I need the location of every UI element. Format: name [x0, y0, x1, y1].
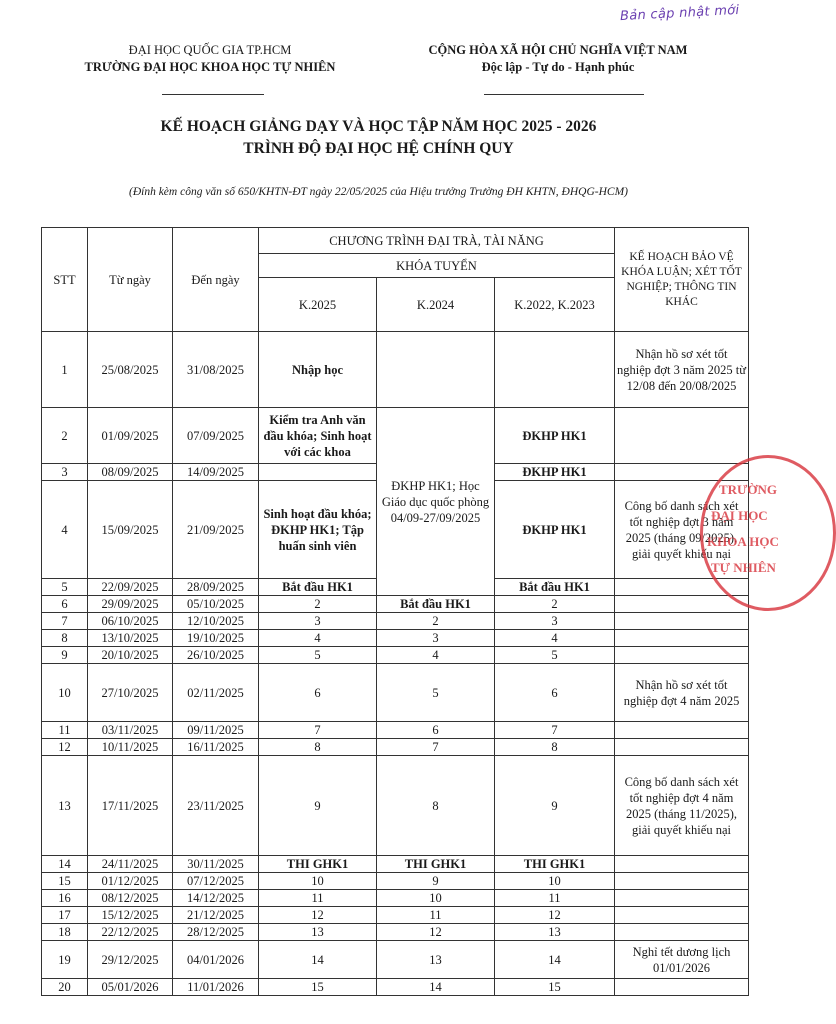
left-divider — [162, 94, 264, 95]
header-k2025: K.2025 — [259, 278, 377, 332]
cell-to: 23/11/2025 — [173, 756, 259, 856]
table-row — [42, 979, 749, 996]
cell-other — [615, 890, 749, 907]
cell-k2223: 10 — [495, 873, 615, 890]
cell-stt: 7 — [42, 613, 88, 630]
cell-from: 29/09/2025 — [88, 596, 173, 613]
cell-stt: 9 — [42, 647, 88, 664]
cell-k2223: ĐKHP HK1 — [495, 481, 615, 579]
cell-stt: 2 — [42, 408, 88, 464]
header-cohort-group: KHÓA TUYỂN — [259, 254, 615, 278]
cell-k2024: 4 — [377, 647, 495, 664]
table-row — [42, 924, 749, 941]
cell-from: 05/01/2026 — [88, 979, 173, 996]
cell-other — [615, 979, 749, 996]
cell-k2025: 12 — [259, 907, 377, 924]
cell-k2223 — [495, 332, 615, 408]
cell-k2025: 4 — [259, 630, 377, 647]
document-title: KẾ HOẠCH GIẢNG DẠY VÀ HỌC TẬP NĂM HỌC 2025 - 2026 — [160, 118, 597, 135]
table-row — [42, 907, 749, 924]
cell-stt: 19 — [42, 941, 88, 979]
table-row — [42, 630, 749, 647]
cell-k2223: 2 — [495, 596, 615, 613]
cell-stt: 5 — [42, 579, 88, 596]
cell-to: 21/12/2025 — [173, 907, 259, 924]
cell-from: 17/11/2025 — [88, 756, 173, 856]
cell-k2223: 11 — [495, 890, 615, 907]
university-name: ĐẠI HỌC QUỐC GIA TP.HCM — [128, 43, 292, 57]
cell-to: 28/09/2025 — [173, 579, 259, 596]
cell-k2025: Kiểm tra Anh văn đầu khóa; Sinh hoạt với các khoa — [259, 408, 377, 464]
cell-k2025: 3 — [259, 613, 377, 630]
national-header — [388, 42, 728, 76]
cell-stt: 1 — [42, 332, 88, 408]
table-row — [42, 756, 749, 856]
cell-k2025: 7 — [259, 722, 377, 739]
seal-text-1: TRƯỜNG — [719, 482, 778, 497]
cell-k2024: 2 — [377, 613, 495, 630]
cell-k2024: 14 — [377, 979, 495, 996]
cell-k2025: 10 — [259, 873, 377, 890]
cell-k2223: 6 — [495, 664, 615, 722]
issuer-header — [60, 42, 360, 76]
cell-other: Công bố danh sách xét tốt nghiệp đợt 3 năm 2025 (tháng 09/2025), giải quyết khiếu nại — [615, 481, 749, 579]
cell-k2024: 3 — [377, 630, 495, 647]
cell-stt: 20 — [42, 979, 88, 996]
table-row — [42, 596, 749, 613]
cell-k2024 — [377, 332, 495, 408]
cell-to: 05/10/2025 — [173, 596, 259, 613]
cell-from: 25/08/2025 — [88, 332, 173, 408]
header-k2022-2023: K.2022, K.2023 — [495, 278, 615, 332]
school-name: TRƯỜNG ĐẠI HỌC KHOA HỌC TỰ NHIÊN — [84, 60, 336, 74]
cell-to: 31/08/2025 — [173, 332, 259, 408]
header-k2024: K.2024 — [377, 278, 495, 332]
cell-other — [615, 596, 749, 613]
cell-k2025: 14 — [259, 941, 377, 979]
cell-to: 12/10/2025 — [173, 613, 259, 630]
table-row — [42, 873, 749, 890]
cell-other — [615, 464, 749, 481]
cell-other — [615, 613, 749, 630]
cell-k2025: 6 — [259, 664, 377, 722]
cell-other — [615, 856, 749, 873]
cell-other — [615, 924, 749, 941]
cell-k2024-merged: ĐKHP HK1; Học Giáo dục quốc phòng 04/09-27/09/2025 — [377, 408, 495, 596]
cell-from: 22/09/2025 — [88, 579, 173, 596]
cell-k2223: 4 — [495, 630, 615, 647]
cell-to: 07/12/2025 — [173, 873, 259, 890]
cell-k2025: 13 — [259, 924, 377, 941]
cell-to: 09/11/2025 — [173, 722, 259, 739]
seal-text-4: TỰ NHIÊN — [711, 560, 776, 575]
cell-from: 10/11/2025 — [88, 739, 173, 756]
cell-stt: 11 — [42, 722, 88, 739]
cell-k2223: 8 — [495, 739, 615, 756]
cell-stt: 4 — [42, 481, 88, 579]
table-row — [42, 941, 749, 979]
cell-stt: 15 — [42, 873, 88, 890]
cell-k2025: 11 — [259, 890, 377, 907]
cell-to: 16/11/2025 — [173, 739, 259, 756]
cell-to: 19/10/2025 — [173, 630, 259, 647]
cell-from: 22/12/2025 — [88, 924, 173, 941]
cell-k2223: Bắt đầu HK1 — [495, 579, 615, 596]
cell-k2223: 5 — [495, 647, 615, 664]
cell-k2025: 9 — [259, 756, 377, 856]
header-stt: STT — [42, 228, 88, 332]
cell-k2223: 9 — [495, 756, 615, 856]
cell-k2024: 8 — [377, 756, 495, 856]
cell-k2024: 9 — [377, 873, 495, 890]
header-program-group: CHƯƠNG TRÌNH ĐẠI TRÀ, TÀI NĂNG — [259, 228, 615, 254]
header-to-date: Đến ngày — [173, 228, 259, 332]
cell-to: 26/10/2025 — [173, 647, 259, 664]
table-row — [42, 408, 749, 464]
motto: Độc lập - Tự do - Hạnh phúc — [481, 60, 635, 74]
cell-k2025: 8 — [259, 739, 377, 756]
document-subtitle: TRÌNH ĐỘ ĐẠI HỌC HỆ CHÍNH QUY — [243, 140, 514, 157]
cell-k2024: 11 — [377, 907, 495, 924]
cell-k2025: 15 — [259, 979, 377, 996]
cell-k2223: 13 — [495, 924, 615, 941]
cell-k2024: 6 — [377, 722, 495, 739]
cell-k2024: THI GHK1 — [377, 856, 495, 873]
cell-other: Công bố danh sách xét tốt nghiệp đợt 4 năm 2025 (tháng 11/2025), giải quyết khiếu nại — [615, 756, 749, 856]
cell-to: 14/12/2025 — [173, 890, 259, 907]
cell-to: 07/09/2025 — [173, 408, 259, 464]
cell-k2025: 5 — [259, 647, 377, 664]
cell-other: Nhận hồ sơ xét tốt nghiệp đợt 4 năm 2025 — [615, 664, 749, 722]
table-row — [42, 856, 749, 873]
country-name: CỘNG HÒA XÃ HỘI CHỦ NGHĨA VIỆT NAM — [428, 43, 688, 57]
cell-from: 20/10/2025 — [88, 647, 173, 664]
cell-stt: 3 — [42, 464, 88, 481]
header-from-date: Từ ngày — [88, 228, 173, 332]
cell-stt: 10 — [42, 664, 88, 722]
cell-from: 08/09/2025 — [88, 464, 173, 481]
cell-to: 21/09/2025 — [173, 481, 259, 579]
cell-from: 13/10/2025 — [88, 630, 173, 647]
cell-k2024: 5 — [377, 664, 495, 722]
cell-from: 27/10/2025 — [88, 664, 173, 722]
cell-k2025: THI GHK1 — [259, 856, 377, 873]
reference-note: (Đính kèm công văn số 650/KHTN-ĐT ngày 22/05/2025 của Hiệu trưởng Trường ĐH KHTN, ĐHQG-HCM) — [129, 186, 628, 198]
cell-k2025: 2 — [259, 596, 377, 613]
cell-k2024: 10 — [377, 890, 495, 907]
cell-from: 15/09/2025 — [88, 481, 173, 579]
cell-k2223: 14 — [495, 941, 615, 979]
cell-to: 04/01/2026 — [173, 941, 259, 979]
table-row — [42, 722, 749, 739]
cell-other — [615, 907, 749, 924]
cell-to: 28/12/2025 — [173, 924, 259, 941]
cell-k2223: ĐKHP HK1 — [495, 464, 615, 481]
cell-k2025: Nhập học — [259, 332, 377, 408]
cell-other: Nhận hồ sơ xét tốt nghiệp đợt 3 năm 2025 từ 12/08 đến 20/08/2025 — [615, 332, 749, 408]
table-row — [42, 332, 749, 408]
cell-stt: 16 — [42, 890, 88, 907]
cell-from: 08/12/2025 — [88, 890, 173, 907]
cell-k2024: Bắt đầu HK1 — [377, 596, 495, 613]
cell-from: 24/11/2025 — [88, 856, 173, 873]
seal-text-3: KHOA HỌC — [707, 534, 779, 549]
cell-from: 29/12/2025 — [88, 941, 173, 979]
cell-other — [615, 579, 749, 596]
cell-k2025 — [259, 464, 377, 481]
right-divider — [484, 94, 644, 95]
handwritten-note: Bản cập nhật mới — [619, 2, 740, 25]
cell-stt: 17 — [42, 907, 88, 924]
cell-to: 02/11/2025 — [173, 664, 259, 722]
seal-text-2: ĐẠI HỌC — [711, 508, 768, 523]
table-row — [42, 613, 749, 630]
cell-k2223: 15 — [495, 979, 615, 996]
table-row — [42, 647, 749, 664]
cell-from: 01/12/2025 — [88, 873, 173, 890]
cell-stt: 8 — [42, 630, 88, 647]
cell-other — [615, 873, 749, 890]
cell-k2024: 7 — [377, 739, 495, 756]
cell-stt: 6 — [42, 596, 88, 613]
cell-stt: 14 — [42, 856, 88, 873]
cell-stt: 18 — [42, 924, 88, 941]
cell-k2223: ĐKHP HK1 — [495, 408, 615, 464]
schedule-table — [41, 227, 749, 996]
cell-other — [615, 408, 749, 464]
cell-other — [615, 630, 749, 647]
cell-k2025: Bắt đầu HK1 — [259, 579, 377, 596]
cell-from: 06/10/2025 — [88, 613, 173, 630]
cell-stt: 13 — [42, 756, 88, 856]
cell-other — [615, 739, 749, 756]
cell-k2024: 13 — [377, 941, 495, 979]
cell-stt: 12 — [42, 739, 88, 756]
cell-from: 01/09/2025 — [88, 408, 173, 464]
cell-to: 30/11/2025 — [173, 856, 259, 873]
table-row — [42, 664, 749, 722]
cell-k2025: Sinh hoạt đầu khóa; ĐKHP HK1; Tập huấn sinh viên — [259, 481, 377, 579]
cell-to: 14/09/2025 — [173, 464, 259, 481]
cell-other: Nghỉ tết dương lịch 01/01/2026 — [615, 941, 749, 979]
cell-k2223: 12 — [495, 907, 615, 924]
cell-k2223: 3 — [495, 613, 615, 630]
cell-from: 03/11/2025 — [88, 722, 173, 739]
table-row — [42, 739, 749, 756]
cell-from: 15/12/2025 — [88, 907, 173, 924]
cell-k2223: THI GHK1 — [495, 856, 615, 873]
table-row — [42, 890, 749, 907]
cell-k2024: 12 — [377, 924, 495, 941]
cell-other — [615, 647, 749, 664]
cell-to: 11/01/2026 — [173, 979, 259, 996]
cell-other — [615, 722, 749, 739]
header-other-plan: KẾ HOẠCH BẢO VỆ KHÓA LUẬN; XÉT TỐT NGHIỆP; THÔNG TIN KHÁC — [615, 228, 749, 332]
cell-k2223: 7 — [495, 722, 615, 739]
